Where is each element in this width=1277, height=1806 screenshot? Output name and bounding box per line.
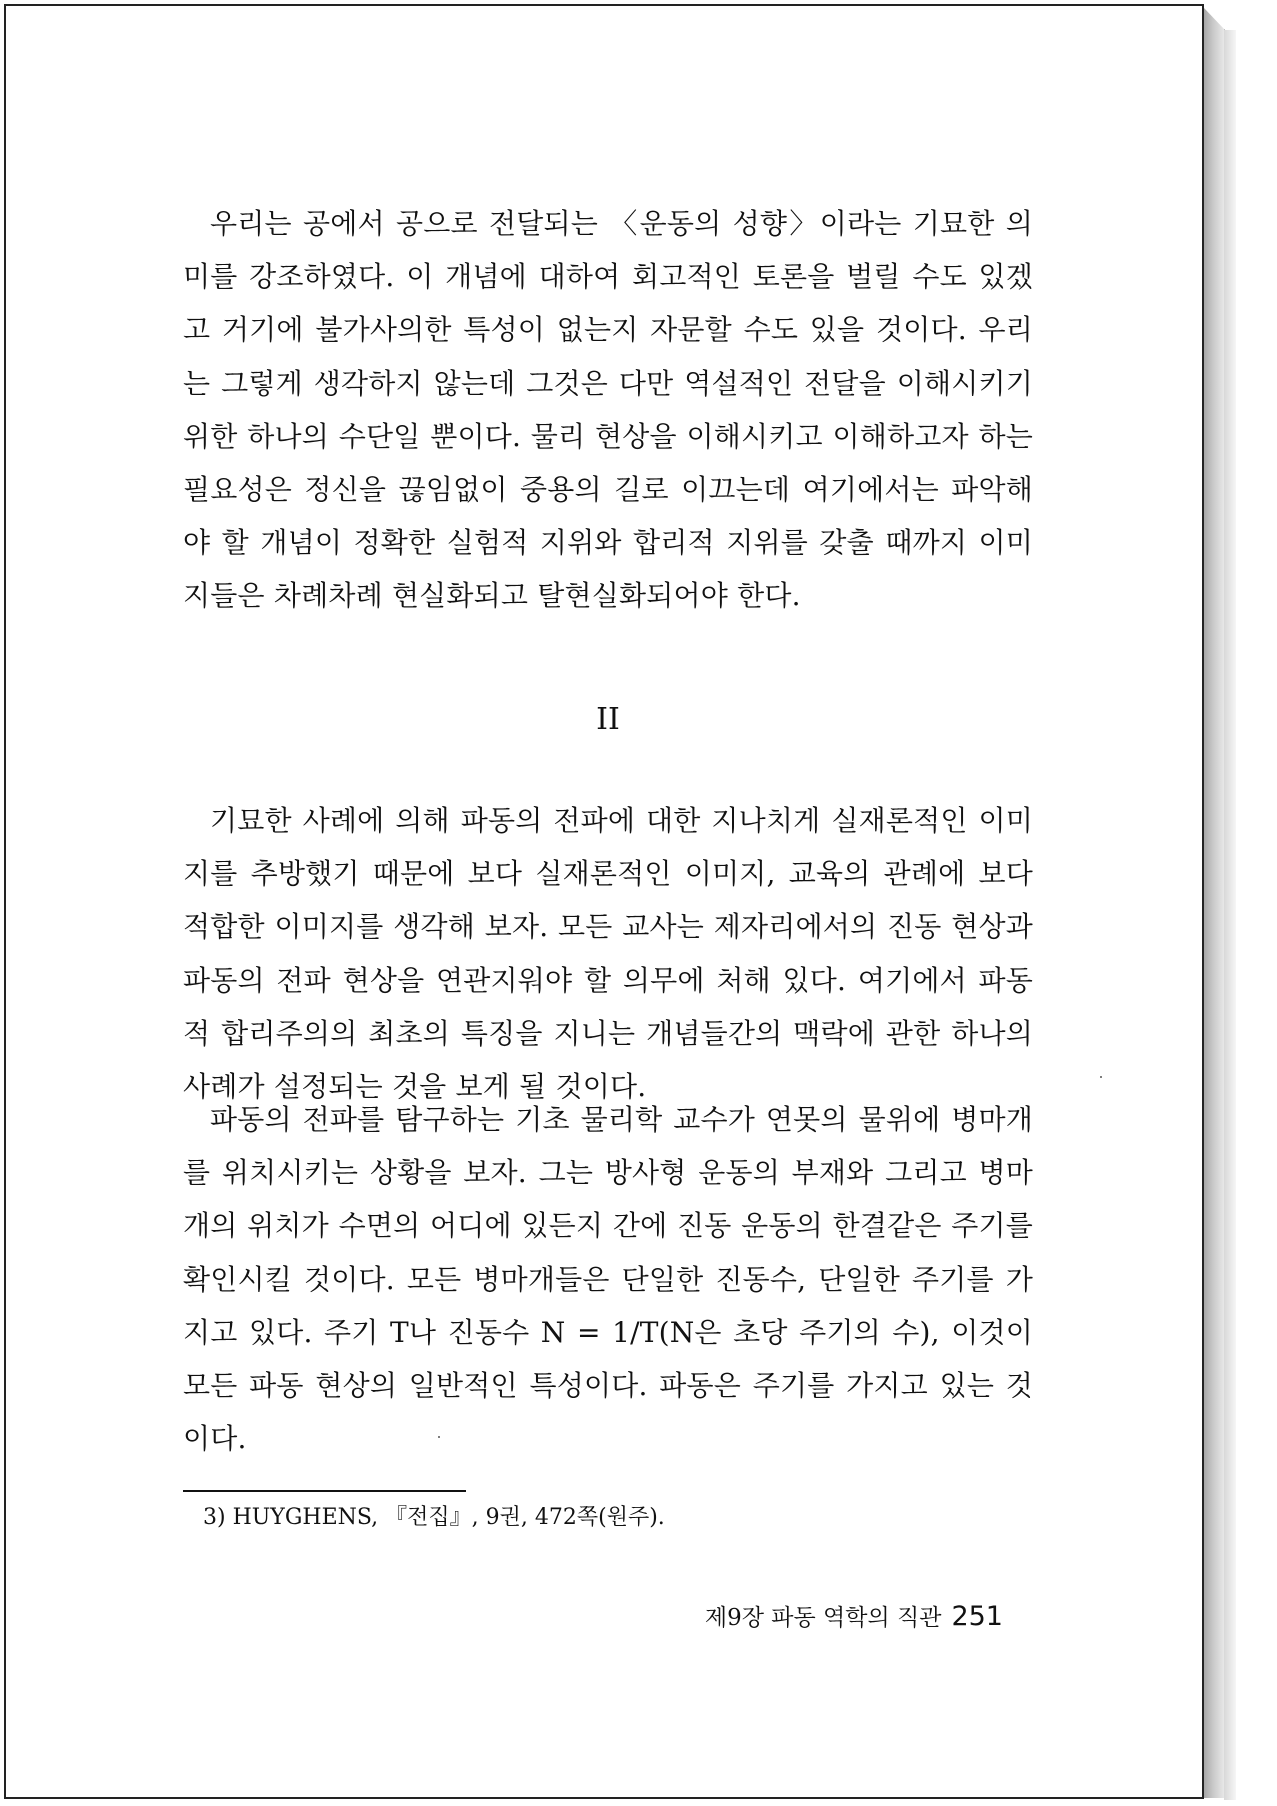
- running-footer: [705, 1600, 1003, 1635]
- book-edge: [1204, 8, 1225, 1798]
- footnote-rule: [183, 1490, 466, 1492]
- book-edge-shadow: [1224, 30, 1236, 1800]
- footnote: 3) HUYGHENS, 『전집』, 9권, 472쪽(원주).: [203, 1505, 665, 1530]
- body-paragraph-3: 파동의 전파를 탐구하는 기초 물리학 교수가 연못의 물위에 병마개를 위치시키는 상황을 보자. 그는 방사형 운동의 부재와 그리고 병마개의 위치가 수면의 어디에 있든지 간에 진동 운동의 한결같은 주기를 확인시킬 것이다. 모든 병마개들은 단일한 진동수, 단일한 주기를 가지고 있다. 주기 T나 진동수 N = 1/T(N은 초당 주기의 수), 이것이 모든 파동 현상의 일반적인 특성이다. 파동은 주기를 가지고 있는 것이다.: [183, 1103, 1033, 1456]
- body-paragraph-2: 기묘한 사례에 의해 파동의 전파에 대한 지나치게 실재론적인 이미지를 추방했기 때문에 보다 실재론적인 이미지, 교육의 관례에 보다 적합한 이미지를 생각해 보자. 모든 교사는 제자리에서의 진동 현상과 파동의 전파 현상을 연관지워야 할 의무에 처해 있다. 여기에서 파동적 합리주의의 최초의 특징을 지니는 개념들간의 맥락에 관한 하나의 사례가 설정되는 것을 보게 될 것이다.: [183, 804, 1033, 1104]
- chapter-title: 제9장 파동 역학의 직관: [704, 1605, 942, 1631]
- page-number: 251: [951, 1601, 1003, 1632]
- scan-speck: [438, 1436, 440, 1438]
- section-number: II: [596, 702, 620, 737]
- scan-speck: [1100, 1076, 1102, 1078]
- body-paragraph-1: 우리는 공에서 공으로 전달되는 〈운동의 성향〉이라는 기묘한 의미를 강조하였다. 이 개념에 대하여 회고적인 토론을 벌릴 수도 있겠고 거기에 불가사의한 특성이 없는지 자문할 수도 있을 것이다. 우리는 그렇게 생각하지 않는데 그것은 다만 역설적인 전달을 이해시키기 위한 하나의 수단일 뿐이다. 물리 현상을 이해시키고 이해하고자 하는 필요성은 정신을 끊임없이 중용의 길로 이끄는데 여기에서는 파악해야 할 개념이 정확한 실험적 지위와 합리적 지위를 갖출 때까지 이미지들은 차례차례 현실화되고 탈현실화되어야 한다.: [183, 207, 1033, 613]
